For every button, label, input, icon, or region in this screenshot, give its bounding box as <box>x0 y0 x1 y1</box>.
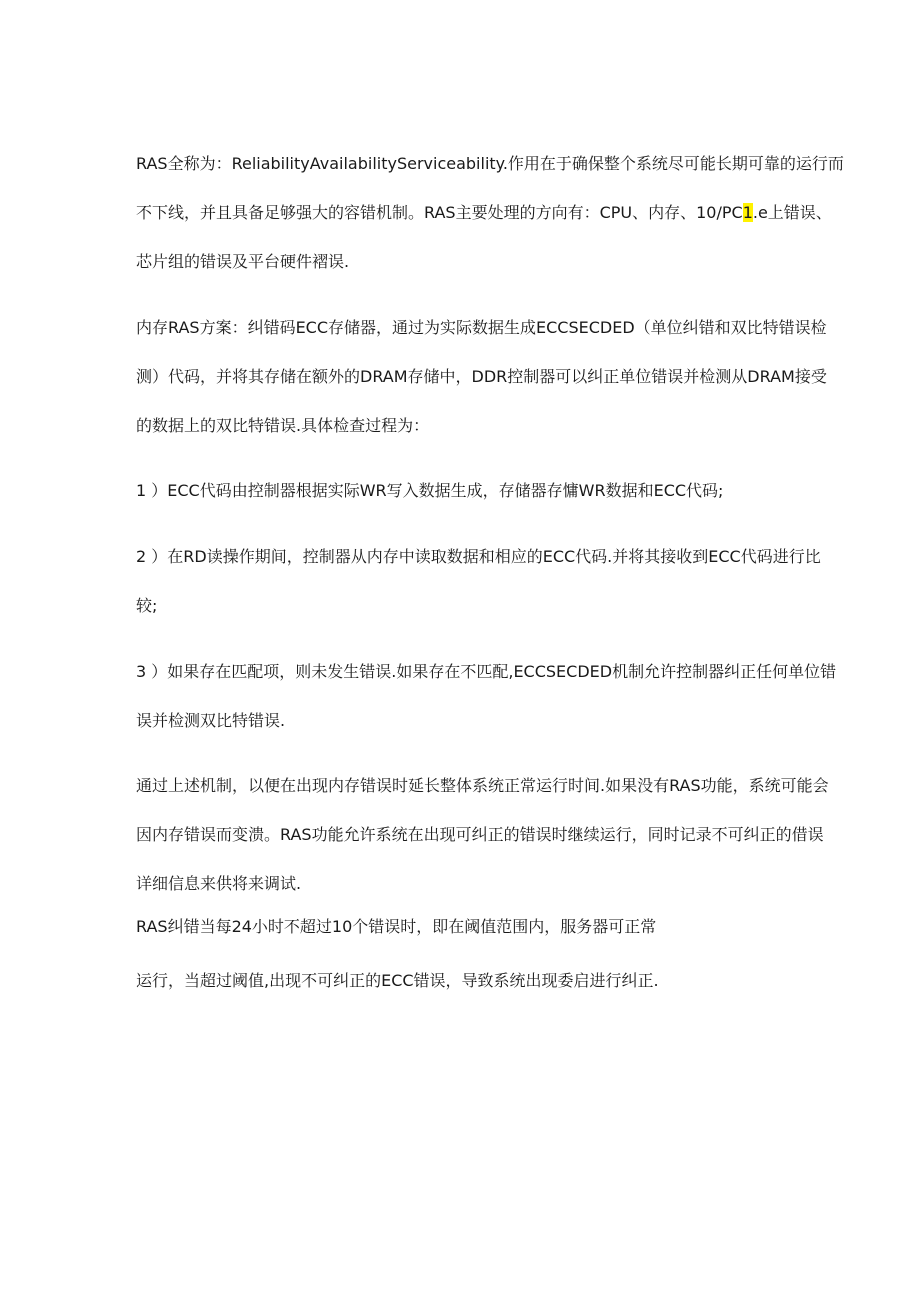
step-2-line-2: 较; <box>136 596 158 615</box>
paragraph-ras-intro-line-1: RAS全称为：ReliabilityAvailabilityServiceability.作用在于确保整个系统尽可能长期可靠的运行而 <box>136 154 844 173</box>
paragraph-ras-intro-line-2 <box>136 201 876 225</box>
paragraph-ras-intro-line-3: 芯片组的错误及平台硬件褶误. <box>136 252 350 271</box>
paragraph-memory-ras-line-3: 的数据上的双比特错误.具体检查过程为： <box>136 416 430 435</box>
paragraph-threshold-line-1: RAS纠错当每24小时不超过10个错误时，即在阈值范围内，服务器可正常 <box>136 917 657 936</box>
paragraph-uptime-line-3: 详细信息来供将来调试. <box>136 874 302 893</box>
paragraph-uptime-line-1: 通过上述机制，以便在出现内存错误时延长整体系统正常运行时间.如果没有RAS功能，系统可能会 <box>136 776 829 795</box>
highlighted-text: 1 <box>742 203 753 222</box>
paragraph-uptime-line-2: 因内存错误而变溃。RAS功能允许系统在出现可纠正的错误时继续运行，同时记录不可纠正的借误 <box>136 825 824 844</box>
step-3-line-2: 误并检测双比特错误. <box>136 711 286 730</box>
paragraph-threshold-line-2: 运行，当超过阈值,出现不可纠正的ECC错误，导致系统出现委启进行纠正. <box>136 971 659 990</box>
intro-line-2-tail: .e上错误、 <box>752 203 832 222</box>
paragraph-memory-ras-line-2: 测）代码，并将其存储在额外的DRAM存储中，DDR控制器可以纠正单位错误并检测从DRAM接受 <box>136 367 827 386</box>
paragraph-memory-ras-line-1: 内存RAS方案：纠错码ECC存储器，通过为实际数据生成ECCSECDED（单位纠错和双比特错误检 <box>136 318 827 337</box>
intro-line-2-text: 不下线，并且具备足够强大的容错机制。RAS主要处理的方向有：CPU、内存、10/PC <box>136 203 743 222</box>
step-1: 1 ）ECC代码由控制器根据实际WR写入数据生成，存储器存慵WR数据和ECC代码; <box>136 481 724 500</box>
step-2-line-1: 2 ）在RD读操作期间，控制器从内存中读取数据和相应的ECC代码.并将其接收到ECC代码进行比 <box>136 547 821 566</box>
step-3-line-1: 3 ）如果存在匹配项，则未发生错误.如果存在不匹配,ECCSECDED机制允许控制器纠正任何单位错 <box>136 662 837 681</box>
